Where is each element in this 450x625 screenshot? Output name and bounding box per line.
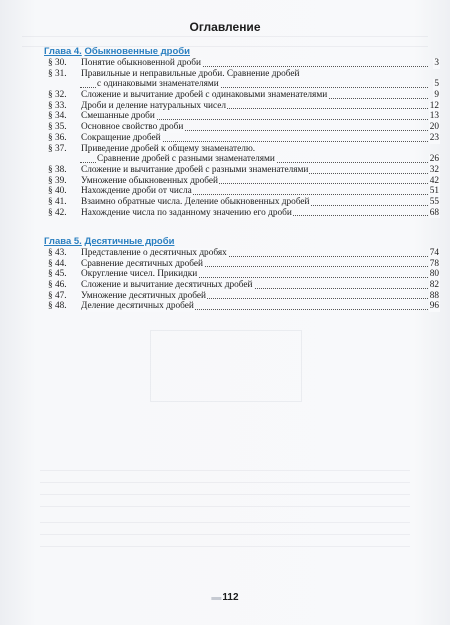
toc-entry-line[interactable] [48, 144, 440, 155]
section-number: § 31. [48, 68, 67, 79]
section-title: Понятие обыкновенной дроби [81, 58, 201, 68]
section-title: Сравнение дробей с разными знаменателями [97, 154, 275, 165]
section-title: с одинаковыми знаменателями [97, 79, 219, 90]
section-number: § 37. [48, 143, 67, 154]
page-ref: 82 [429, 280, 439, 291]
section-number: § 40. [48, 186, 67, 197]
toc-entry-line[interactable] [48, 176, 440, 187]
section-title: Сложение и вычитание десятичных дробей [81, 280, 253, 291]
page-number: ▬112 [211, 592, 239, 603]
section-number: § 44. [48, 258, 67, 269]
section-number: § 39. [48, 175, 67, 186]
section-number: § 46. [48, 280, 67, 291]
section-number: § 34. [48, 111, 67, 122]
section-number: § 36. [48, 132, 67, 143]
section-title: Сложение и вычитание дробей с разными знаменателями [81, 164, 309, 175]
section-number: § 47. [48, 290, 67, 301]
section-number: § 43. [48, 248, 67, 258]
section-title: Смешанные дроби [81, 111, 155, 122]
toc-entry-line[interactable] [48, 208, 440, 219]
page-ref: 5 [434, 79, 439, 90]
section-number: § 41. [48, 196, 67, 207]
section-title: Умножение обыкновенных дробей [81, 175, 219, 186]
section-title: Сложение и вычитание дробей с одинаковыми знаменателями [81, 90, 328, 101]
chapter-heading[interactable] [44, 236, 174, 247]
section-number: § 32. [48, 90, 67, 101]
section-title: Умножение десятичных дробей [81, 290, 207, 301]
section-title: Сравнение десятичных дробей [81, 258, 204, 269]
page-ref: 9 [434, 90, 439, 101]
page-ref: 51 [429, 186, 439, 197]
toc-list [48, 248, 440, 312]
section-number: § 42. [48, 207, 67, 218]
page-ref: 68 [429, 207, 439, 218]
section-number: § 48. [48, 301, 67, 312]
page-ref: 20 [429, 122, 439, 133]
section-title: Дроби и деление натуральных чисел [81, 100, 227, 111]
toc-list [48, 58, 440, 218]
section-number: § 38. [48, 164, 67, 175]
section-title: Округление чисел. Прикидки [81, 269, 198, 280]
section-number: § 33. [48, 100, 67, 111]
section-number: § 35. [48, 122, 67, 133]
toc-entry-line[interactable] [48, 301, 440, 312]
section-title: Сокращение дробей [81, 132, 161, 143]
toc-entry-line[interactable] [48, 186, 440, 197]
page-ref: 88 [429, 290, 439, 301]
toc-entry-line[interactable] [48, 90, 440, 101]
page-title: Оглавление [189, 20, 261, 34]
chapter-name: Десятичные дроби [84, 236, 175, 247]
page-ref: 55 [429, 196, 439, 207]
toc-entry-line[interactable] [48, 69, 440, 80]
toc-entry-line[interactable] [48, 101, 440, 112]
page-ref: 12 [429, 100, 439, 111]
page-ref: 96 [429, 301, 439, 312]
page-ref: 74 [429, 248, 439, 258]
chapter-number: Глава 5. [44, 236, 82, 247]
section-title: Представление о десятичных дробях [81, 248, 227, 258]
page-ref: 26 [429, 154, 439, 165]
section-title: Приведение дробей к общему знаменателю. [81, 143, 256, 154]
section-number: § 45. [48, 269, 67, 280]
toc-entry-line[interactable] [48, 269, 440, 280]
toc-entry-line[interactable] [48, 111, 440, 122]
page-ref: 80 [429, 269, 439, 280]
toc-entry-line[interactable] [48, 248, 440, 259]
toc-entry-line[interactable] [48, 259, 440, 270]
page-ref: 3 [434, 58, 439, 68]
section-title: Взаимно обратные числа. Деление обыкновенных дробей [81, 196, 310, 207]
toc-entry-line[interactable] [48, 122, 440, 133]
toc-entry-line[interactable] [48, 133, 440, 144]
toc-entry-line[interactable] [48, 197, 440, 208]
toc-entry-line[interactable] [48, 291, 440, 302]
section-title: Основное свойство дроби [81, 122, 184, 133]
toc-entry-line[interactable] [48, 58, 440, 69]
section-title: Нахождение числа по заданному значению его дроби [81, 207, 292, 218]
page-number-value: 112 [222, 592, 239, 603]
page-ref: 42 [429, 175, 439, 186]
toc-entry-line[interactable] [48, 79, 440, 90]
section-title: Деление десятичных дробей [81, 301, 194, 312]
section-number: § 30. [48, 58, 67, 68]
page-ref: 23 [429, 132, 439, 143]
toc-entry-line[interactable] [48, 154, 440, 165]
page-ref: 32 [429, 164, 439, 175]
section-title: Нахождение дроби от числа [81, 186, 192, 197]
chapter-name: Обыкновенные дроби [84, 46, 190, 57]
page-ref: 13 [429, 111, 439, 122]
page-ref: 78 [429, 258, 439, 269]
section-title: Правильные и неправильные дроби. Сравнение дробей [81, 68, 300, 79]
toc-entry-line[interactable] [48, 280, 440, 291]
chapter-number: Глава 4. [44, 46, 82, 57]
toc-entry-line[interactable] [48, 165, 440, 176]
chapter-heading[interactable] [44, 46, 190, 57]
